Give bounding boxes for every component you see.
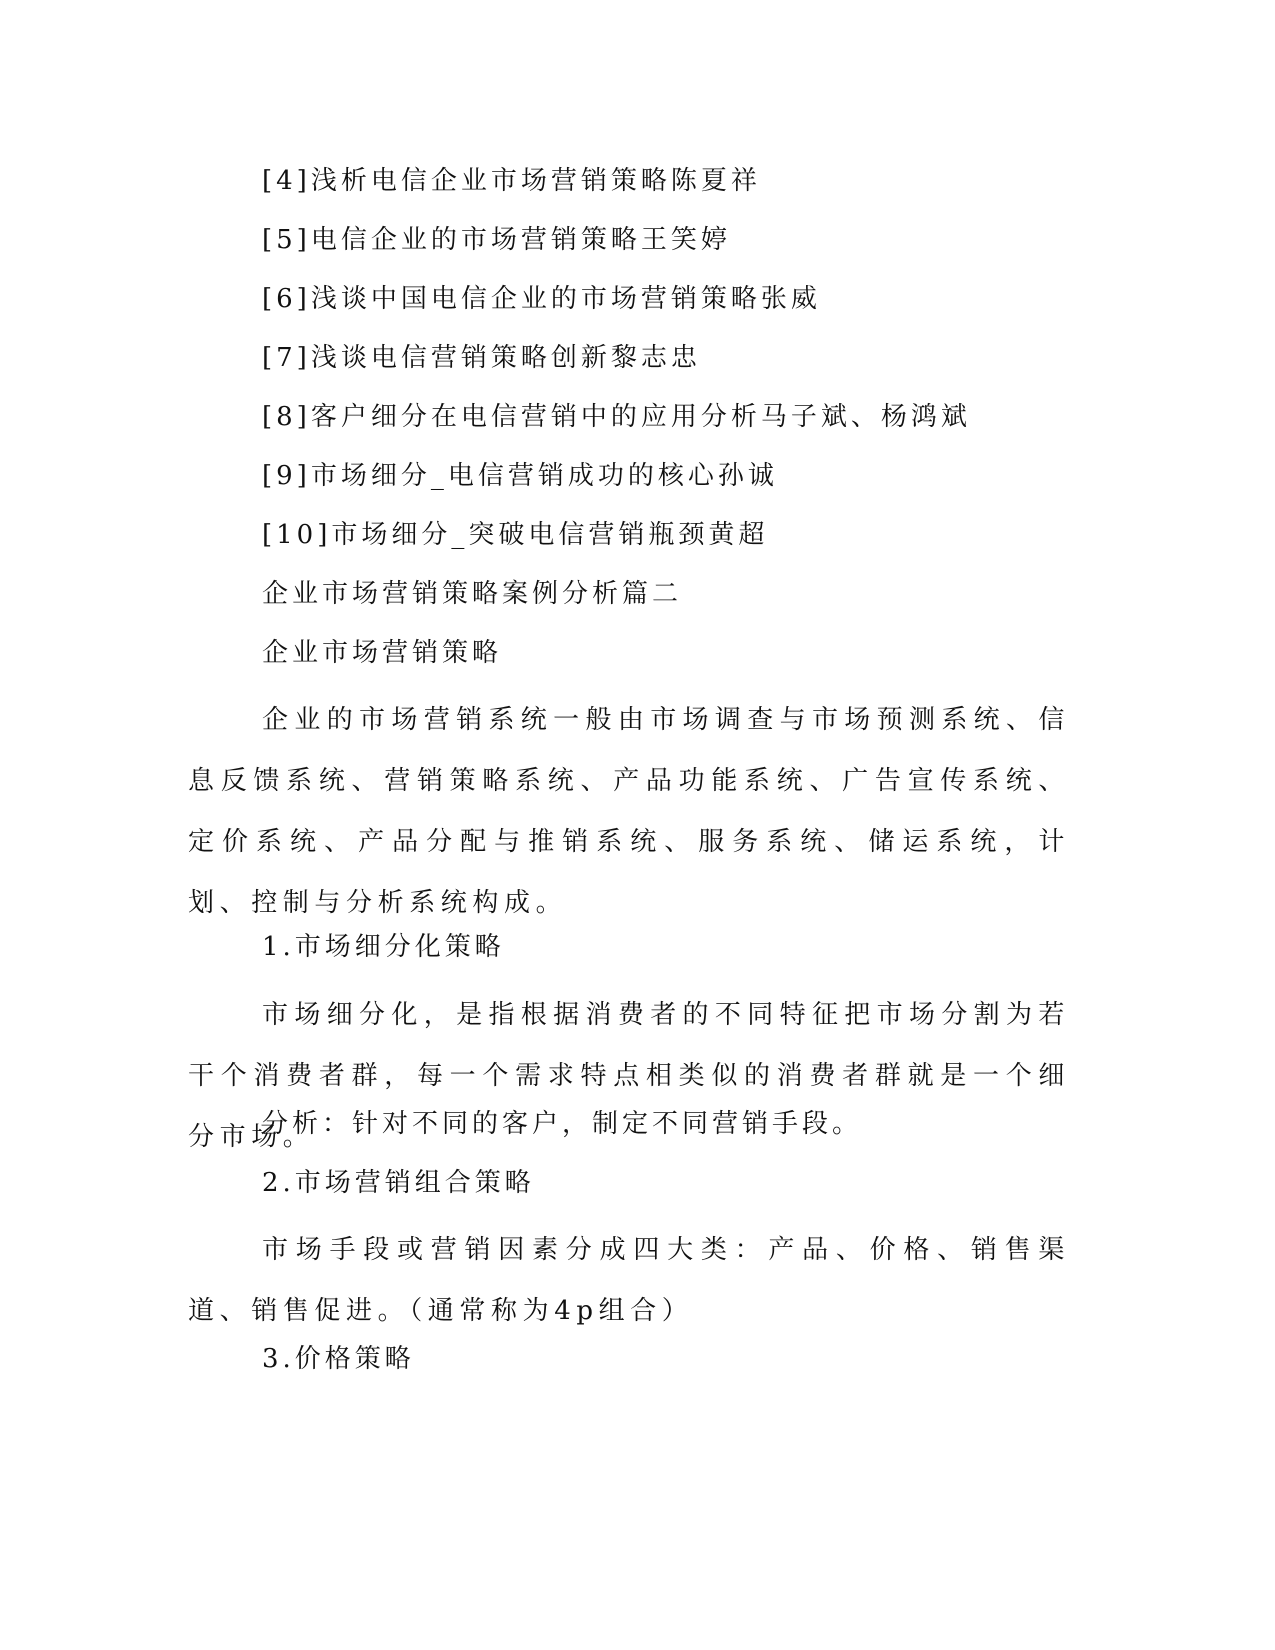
reference-item: [8]客户细分在电信营销中的应用分析马子斌、杨鸿斌 [262,402,971,432]
reference-item: [6]浅谈中国电信企业的市场营销策略张威 [262,284,821,314]
reference-item: [4]浅析电信企业市场营销策略陈夏祥 [262,166,761,196]
reference-item: [10]市场细分_突破电信营销瓶颈黄超 [262,520,769,550]
intro-paragraph: 企业的市场营销系统一般由市场调查与市场预测系统、信息反馈系统、营销策略系统、产品功能系统、广告宣传系统、定价系统、产品分配与推销系统、服务系统、储运系统，计划、控制与分析系统构成。 [188,705,1070,918]
reference-item: [7]浅谈电信营销策略创新黎志忠 [262,343,701,373]
article-subtitle: 企业市场营销策略 [262,638,503,668]
section-paragraph: 市场手段或营销因素分成四大类：产品、价格、销售渠道、销售促进。（通常称为4p组合） [188,1235,1070,1326]
section-heading: 2.市场营销组合策略 [262,1168,535,1198]
section-paragraph: 市场细分化，是指根据消费者的不同特征把市场分割为若干个消费者群，每一个需求特点相类似的消费者群就是一个细分市场。 [188,1000,1070,1152]
analysis-paragraph: 分析：针对不同的客户，制定不同营销手段。 [262,1109,863,1139]
article-title: 企业市场营销策略案例分析篇二 [262,579,683,609]
reference-item: [9]市场细分_电信营销成功的核心孙诚 [262,461,778,491]
section-heading: 1.市场细分化策略 [262,932,505,962]
section-heading: 3.价格策略 [262,1344,415,1374]
reference-item: [5]电信企业的市场营销策略王笑婷 [262,225,731,255]
